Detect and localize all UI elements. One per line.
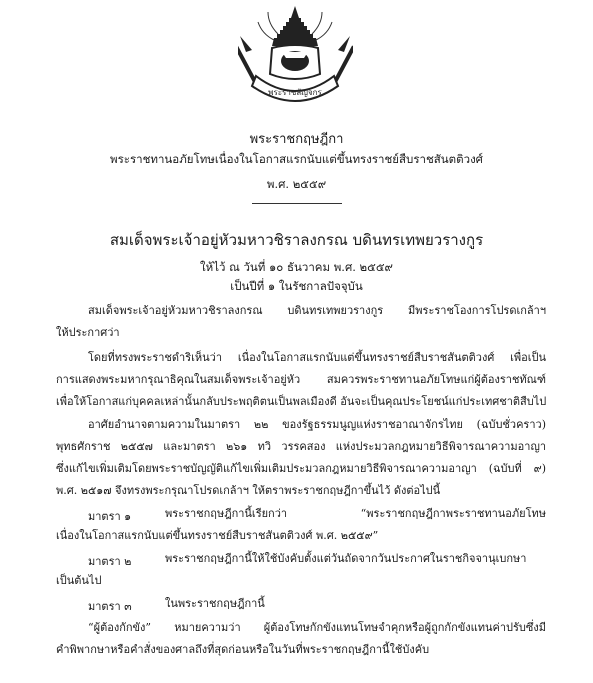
paragraph-line: ซึ่งแก้ไขเพิ่มเติมโดยพระราชบัญญัติแก้ไขเพิ่มเติมประมวลกฎหมายวิธีพิจารณาความอาญา (ฉบับที่ ๙)	[56, 462, 546, 475]
paragraph-line: สมเด็จพระเจ้าอยู่หัวมหาวชิราลงกรณ บดินทรเทพยวรางกูร มีพระราชโองการโปรดเกล้าฯ	[88, 304, 546, 317]
section-text: ในพระราชกฤษฎีกานี้	[165, 597, 265, 610]
reign-year: เป็นปีที่ ๑ ในรัชกาลปัจจุบัน	[230, 279, 363, 293]
paragraph-line: ให้ประกาศว่า	[56, 326, 120, 339]
paragraph-line: พุทธศักราช ๒๕๕๗ และมาตรา ๒๖๑ ทวิ วรรคสอง แห่งประมวลกฎหมายวิธีพิจารณาความอาญา	[56, 440, 546, 453]
section-text: เนื่องในโอกาสแรกนับแต่ขึ้นทรงราชย์สืบราชสันตติวงศ์ พ.ศ. ๒๕๕๙”	[56, 529, 379, 542]
document-title: พระราชกฤษฎีกา	[249, 132, 344, 147]
paragraph-line: โดยที่ทรงพระราชดำริเห็นว่า เนื่องในโอกาสแรกนับแต่ขึ้นทรงราชย์สืบราชสันตติวงศ์ เพื่อเป็น	[88, 351, 546, 364]
document-year: พ.ศ. ๒๕๕๙	[266, 177, 327, 191]
section-text: พระราชกฤษฎีกานี้ให้ใช้บังคับตั้งแต่วันถัดจากวันประกาศในราชกิจจานุเบกษา	[165, 552, 527, 565]
section-text: เป็นต้นไป	[56, 574, 102, 587]
emblem-lettering: พระราชลัญจกร	[268, 88, 322, 97]
definition-line: “ผู้ต้องกักขัง” หมายความว่า ผู้ต้องโทษกักขังแทนโทษจำคุกหรือผู้ถูกกักขังแทนค่าปรับซึ่งมี	[88, 621, 546, 634]
royal-emblem-seal	[238, 4, 353, 112]
paragraph-line: การแสดงพระมหากรุณาธิคุณในสมเด็จพระเจ้าอยู่หัว สมควรพระราชทานอภัยโทษแก่ผู้ต้องราชทัณฑ์	[56, 373, 546, 386]
section-label: มาตรา ๒	[88, 555, 132, 568]
given-date: ให้ไว้ ณ วันที่ ๑๐ ธันวาคม พ.ศ. ๒๕๕๙	[200, 260, 393, 274]
document-subtitle: พระราชทานอภัยโทษเนื่องในโอกาสแรกนับแต่ขึ้นทรงราชย์สืบราชสันตติวงศ์	[110, 152, 483, 166]
section-label: มาตรา ๑	[88, 510, 132, 523]
king-name: สมเด็จพระเจ้าอยู่หัวมหาวชิราลงกรณ บดินทรเทพยวรางกูร	[109, 231, 484, 249]
paragraph-line: อาศัยอำนาจตามความในมาตรา ๒๒ ของรัฐธรรมนูญแห่งราชอาณาจักรไทย (ฉบับชั่วคราว)	[88, 418, 546, 431]
definition-line: คำพิพากษาหรือคำสั่งของศาลถึงที่สุดก่อนหรือในวันที่พระราชกฤษฎีกานี้ใช้บังคับ	[56, 643, 430, 656]
paragraph-line: พ.ศ. ๒๕๑๗ จึงทรงพระกรุณาโปรดเกล้าฯ ให้ตราพระราชกฤษฎีกาขึ้นไว้ ดังต่อไปนี้	[56, 484, 441, 497]
section-label: มาตรา ๓	[88, 600, 132, 613]
paragraph-line: เพื่อให้โอกาสแก่บุคคลเหล่านั้นกลับประพฤติตนเป็นพลเมืองดี อันจะเป็นคุณประโยชน์แก่ประเทศชาติสืบไป	[56, 395, 547, 408]
divider-rule	[252, 203, 342, 204]
section-text: พระราชกฤษฎีกานี้เรียกว่า “พระราชกฤษฎีกาพระราชทานอภัยโทษ	[165, 507, 546, 520]
